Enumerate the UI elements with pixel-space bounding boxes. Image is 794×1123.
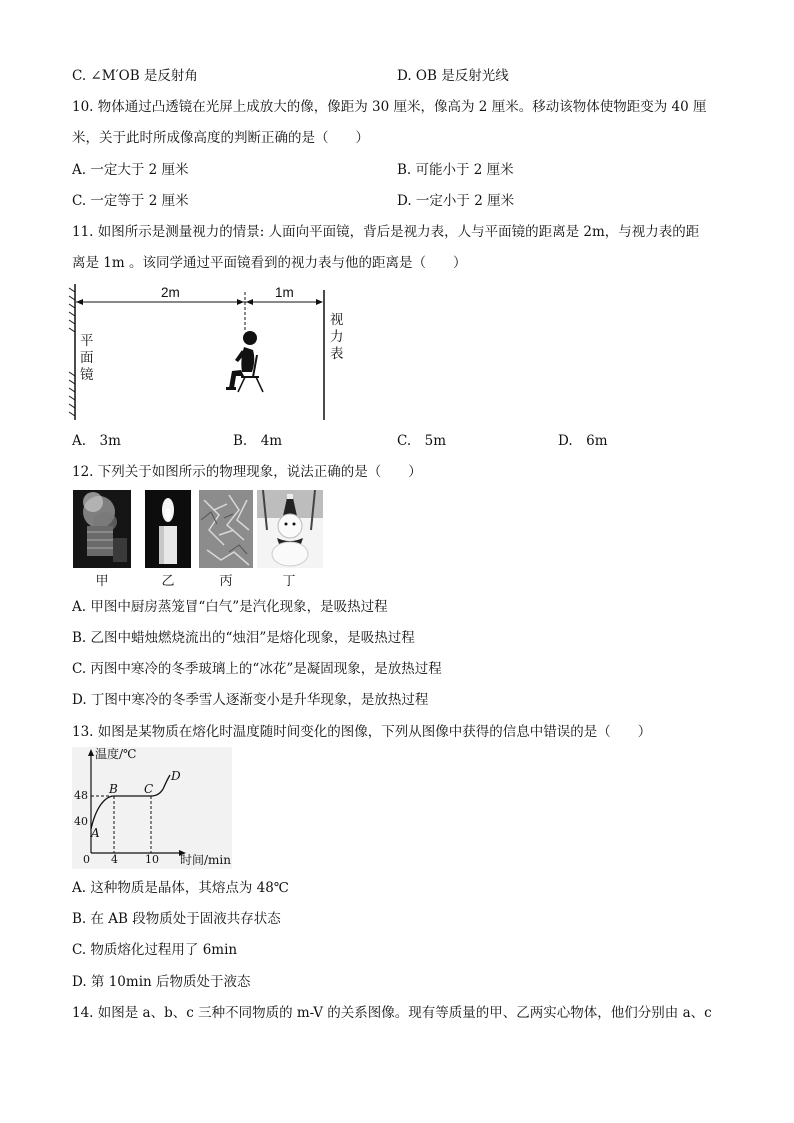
graph-point-c: C [144, 782, 154, 796]
distance-label-1m: 1m [275, 285, 294, 300]
q11-stem-line1: 11. 如图所示是测量视力的情景: 人面向平面镜，背后是视力表，人与平面镜的距离是 2m，与视力表的距 [72, 224, 700, 240]
eye-test-figure [66, 280, 336, 425]
graph-point-d: D [171, 769, 181, 783]
melting-graph [72, 747, 232, 869]
q10-stem-line1: 10. 物体通过凸透镜在光屏上成放大的像，像距为 30 厘米，像高为 2 厘米。移动该物体使物距变为 40 厘 [72, 99, 707, 115]
q11-option-d: D. 6m [558, 433, 608, 449]
distance-label-2m: 2m [161, 285, 180, 300]
q11-option-a: A. 3m [72, 433, 121, 449]
q13-option-a: A. 这种物质是晶体，其熔点为 48℃ [72, 880, 289, 896]
eye-chart-label: 视力表 [330, 312, 344, 362]
q10-option-d: D. 一定小于 2 厘米 [397, 193, 515, 209]
graph-point-a: A [91, 826, 100, 840]
graph-xtick-4: 4 [111, 853, 118, 866]
graph-x-label: 时间/min [180, 853, 231, 867]
q12-option-c: C. 丙图中寒冷的冬季玻璃上的“冰花”是凝固现象，是放热过程 [72, 661, 442, 677]
q10-stem-line2: 米，关于此时所成像高度的判断正确的是（ ） [72, 130, 369, 146]
q13-stem: 13. 如图是某物质在熔化时温度随时间变化的图像，下列从图像中获得的信息中错误的是（ ） [72, 724, 652, 740]
q12-stem: 12. 下列关于如图所示的物理现象，说法正确的是（ ） [72, 464, 422, 480]
graph-xtick-0: 0 [83, 853, 90, 866]
q11-option-c: C. 5m [397, 433, 447, 449]
photo-steamer [73, 490, 131, 568]
q10-option-b: B. 可能小于 2 厘米 [397, 162, 514, 178]
graph-ytick-40: 40 [74, 815, 88, 828]
q9-option-d: D. OB 是反射光线 [397, 68, 509, 84]
graph-ytick-48: 48 [74, 789, 88, 802]
q11-option-b: B. 4m [233, 433, 283, 449]
caption-yi: 乙 [161, 574, 175, 589]
q10-option-a: A. 一定大于 2 厘米 [72, 162, 189, 178]
q11-stem-line2: 离是 1m 。该同学通过平面镜看到的视力表与他的距离是（ ） [72, 255, 467, 271]
photo-frost [199, 490, 253, 568]
caption-bing: 丙 [219, 574, 233, 589]
photo-candle [145, 490, 191, 568]
caption-ding: 丁 [282, 574, 296, 589]
photo-snowman [257, 490, 323, 568]
graph-xtick-10: 10 [145, 853, 159, 866]
person-icon [226, 331, 263, 392]
caption-jia: 甲 [95, 574, 109, 589]
q14-stem-line1: 14. 如图是 a、b、c 三种不同物质的 m-V 的关系图像。现有等质量的甲、乙两实心物体，他们分别由 a、c [72, 1005, 712, 1021]
q12-option-a: A. 甲图中厨房蒸笼冒“白气”是汽化现象，是吸热过程 [72, 599, 388, 615]
q12-option-d: D. 丁图中寒冷的冬季雪人逐渐变小是升华现象，是放热过程 [72, 692, 429, 708]
q9-option-c: C. ∠M′OB 是反射角 [72, 68, 198, 84]
q10-option-c: C. 一定等于 2 厘米 [72, 193, 189, 209]
q13-option-b: B. 在 AB 段物质处于固液共存状态 [72, 911, 281, 927]
graph-y-label: 温度/℃ [95, 747, 137, 761]
q13-option-d: D. 第 10min 后物质处于液态 [72, 974, 251, 990]
q13-option-c: C. 物质熔化过程用了 6min [72, 942, 238, 958]
mirror-label: 平面镜 [80, 333, 94, 383]
q12-option-b: B. 乙图中蜡烛燃烧流出的“烛泪”是熔化现象，是吸热过程 [72, 630, 415, 646]
graph-point-b: B [109, 782, 118, 796]
